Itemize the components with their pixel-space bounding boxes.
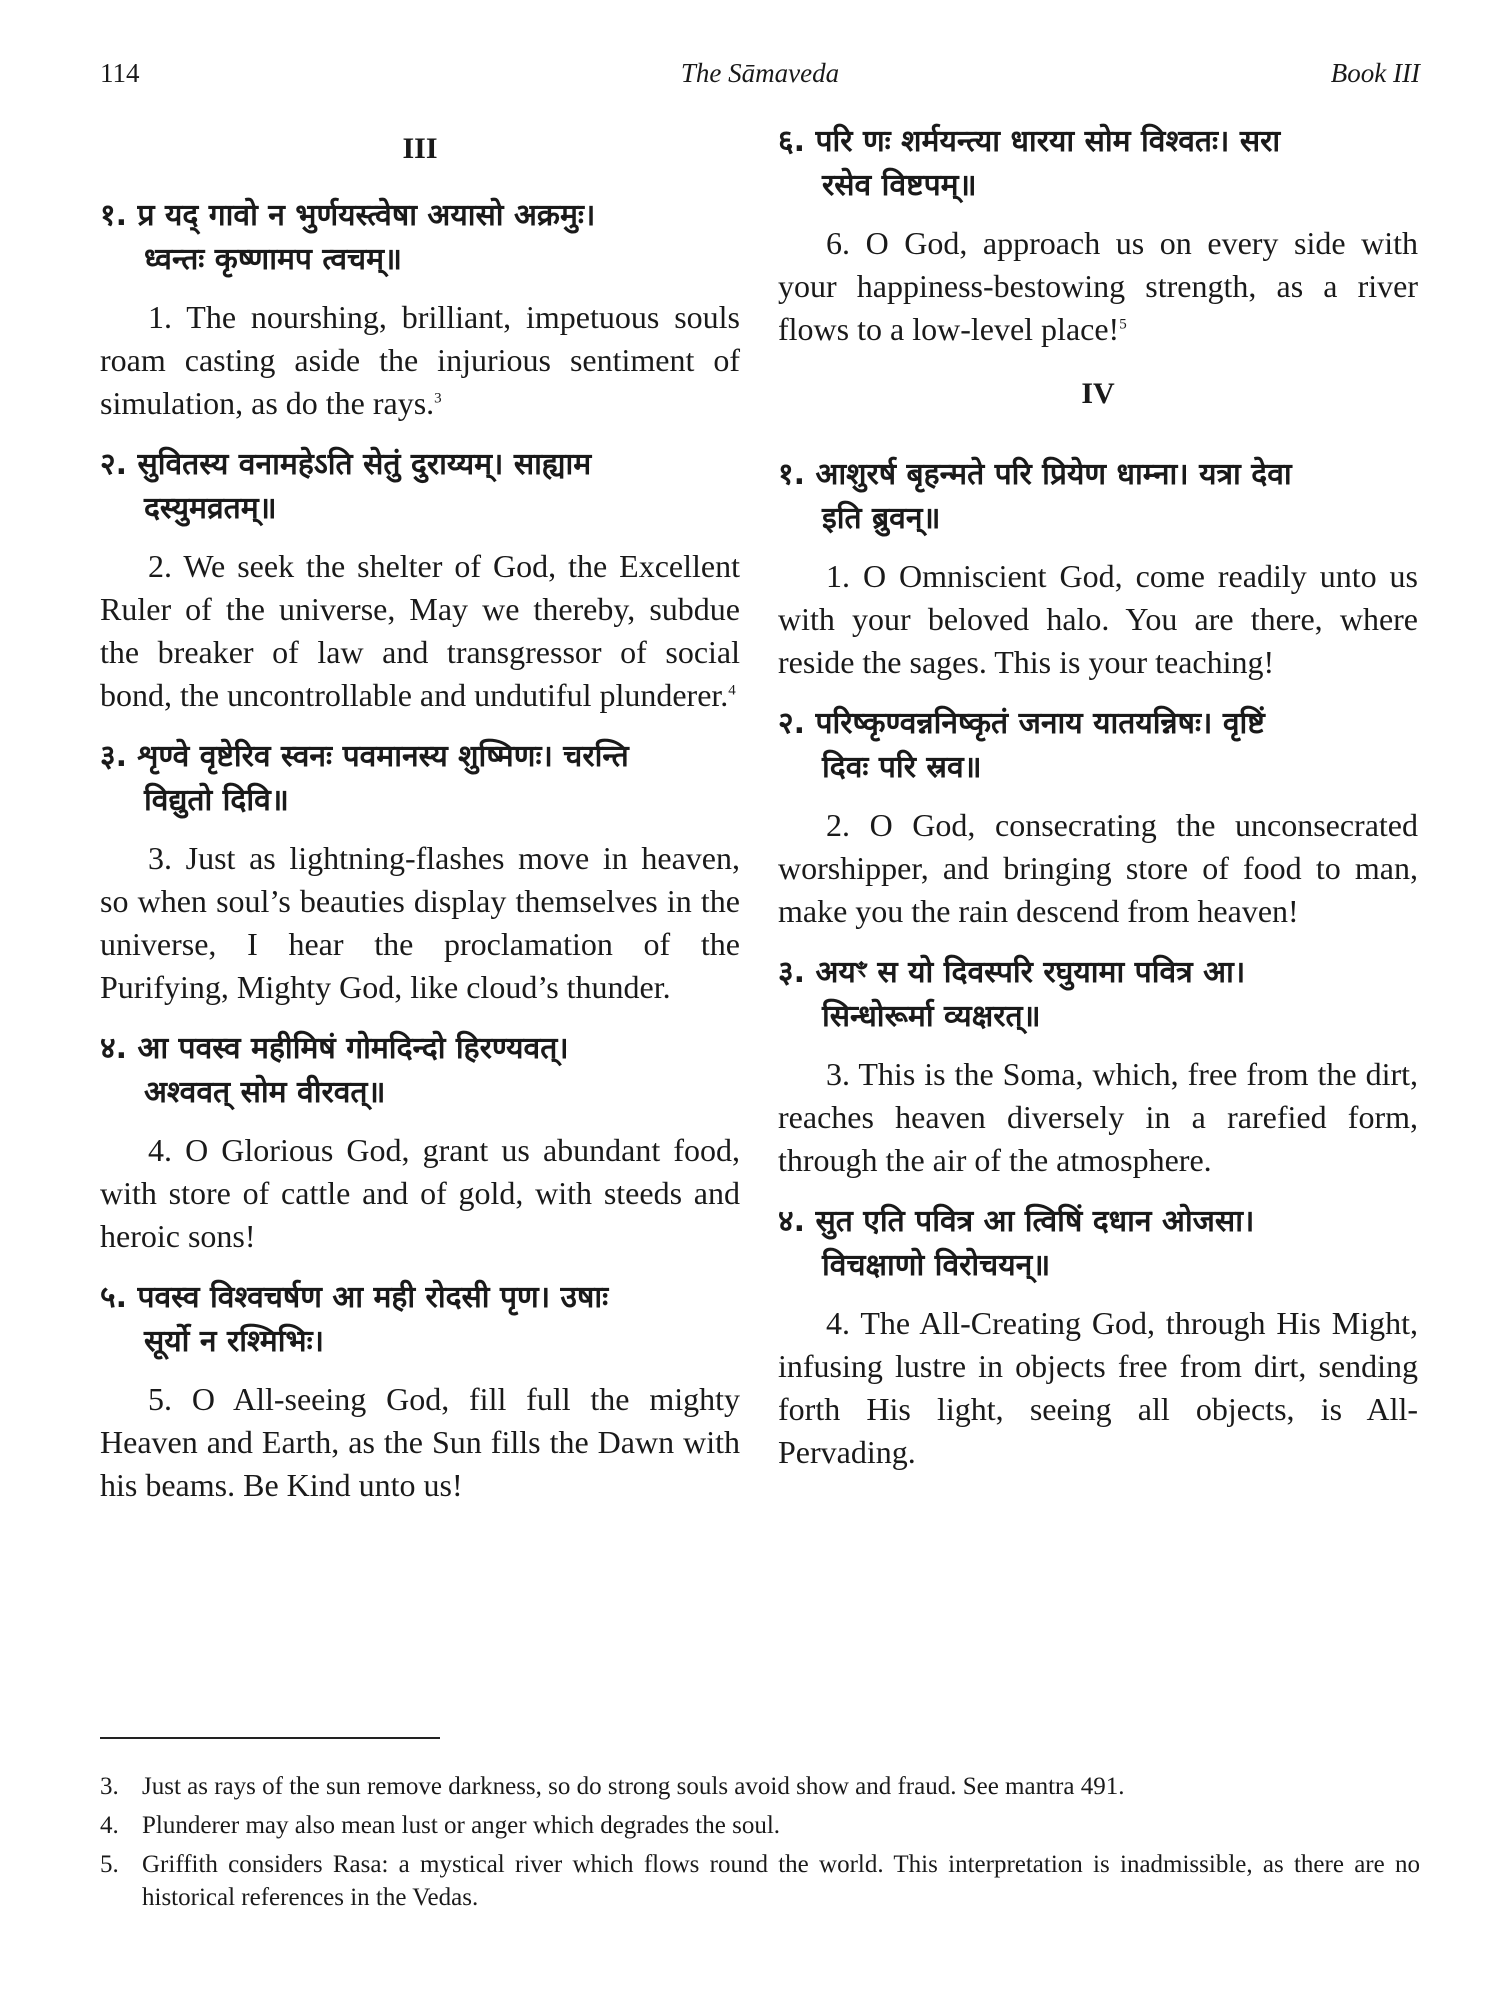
sanskrit-line: ४. सुत एति पवित्र आ त्विषिं दधान ओजसा। bbox=[778, 1204, 1255, 1239]
translation-text: 3. This is the Soma, which, free from the dirt, reaches heaven diversely in a rarefied form, through the air of the atmosphere. bbox=[778, 1056, 1418, 1178]
sanskrit-line: ३. अयꣳ स यो दिवस्परि रघुयामा पवित्र आ। bbox=[778, 955, 1246, 990]
footnote-text: Griffith considers Rasa: a mystical river which flows round the world. This interpretation is inadmissible, as there are no historical references in the Vedas. bbox=[142, 1851, 1420, 1911]
book-label: Book III bbox=[1330, 58, 1420, 88]
sanskrit-line: ४. आ पवस्व महीमिषं गोमदिन्दो हिरण्यवत्। bbox=[100, 1031, 569, 1066]
section-heading-iv: IV bbox=[1081, 377, 1115, 410]
footnote-number: 5. bbox=[100, 1851, 119, 1878]
footnote-3 bbox=[100, 1770, 1420, 1803]
page-number: 114 bbox=[100, 58, 140, 88]
translation-verse-2 bbox=[100, 545, 740, 717]
footnote-ref: 3 bbox=[434, 390, 442, 407]
translation-text: 4. O Glorious God, grant us abundant food, with store of cattle and of gold, with steeds and heroic sons! bbox=[100, 1132, 740, 1254]
sanskrit-line-cont: विद्युतो दिवि॥ bbox=[144, 783, 289, 818]
translation-text: 1. The nourshing, brilliant, impetuous souls roam casting aside the injurious sentiment of simulation, as do the rays. bbox=[100, 299, 740, 421]
sanskrit-verse-5 bbox=[100, 1276, 740, 1364]
translation-text: 1. O Omniscient God, come readily unto us with your beloved halo. You are there, where reside the sages. This is your teaching! bbox=[778, 558, 1418, 680]
sanskrit-verse-3 bbox=[100, 735, 740, 823]
footnote-text: Just as rays of the sun remove darkness, so do strong souls avoid show and fraud. See mantra 491. bbox=[142, 1773, 1125, 1800]
sanskrit-line-cont: दस्युमव्रतम्॥ bbox=[144, 491, 277, 526]
sanskrit-verse-iv-1 bbox=[778, 453, 1418, 541]
footnote-ref: 5 bbox=[1119, 316, 1127, 333]
footnote-divider bbox=[100, 1737, 440, 1739]
sanskrit-line-cont: विचक्षाणो विरोचयन्॥ bbox=[822, 1248, 1051, 1283]
running-title: The Sāmaveda bbox=[680, 58, 840, 88]
translation-verse-iv-3 bbox=[778, 1053, 1418, 1182]
sanskrit-verse-6 bbox=[778, 120, 1418, 208]
sanskrit-line: २. सुवितस्य वनामहेऽति सेतुं दुराय्यम्। साह्याम bbox=[100, 447, 592, 482]
translation-verse-iv-2 bbox=[778, 804, 1418, 933]
left-column bbox=[100, 120, 740, 1507]
sanskrit-line: ६. परि णः शर्मयन्त्या धारया सोम विश्वतः। सरा bbox=[778, 124, 1281, 159]
translation-verse-iv-4 bbox=[778, 1302, 1418, 1474]
translation-verse-3 bbox=[100, 837, 740, 1009]
sanskrit-line: ५. पवस्व विश्वचर्षण आ मही रोदसी पृण। उषाः bbox=[100, 1280, 609, 1315]
translation-text: 5. O All-seeing God, fill full the mighty Heaven and Earth, as the Sun fills the Dawn with his beams. Be Kind unto us! bbox=[100, 1381, 740, 1503]
sanskrit-line-cont: इति ब्रुवन्॥ bbox=[822, 501, 941, 536]
sanskrit-line: २. परिष्कृण्वन्ननिष्कृतं जनाय यातयन्निषः। वृष्टिं bbox=[778, 706, 1265, 741]
footnote-number: 3. bbox=[100, 1773, 119, 1800]
footnote-4 bbox=[100, 1809, 1420, 1842]
translation-verse-5 bbox=[100, 1378, 740, 1507]
sanskrit-line-cont: दिवः परि स्रव॥ bbox=[822, 750, 982, 785]
translation-text: 2. We seek the shelter of God, the Excellent Ruler of the universe, May we thereby, subdue the breaker of law and transgressor of social bond, the uncontrollable and undutiful plunderer. bbox=[100, 548, 740, 713]
translation-text: 3. Just as lightning-flashes move in heaven, so when soul’s beauties display themselves in the universe, I hear the proclamation of the Purifying, Mighty God, like cloud’s thunder. bbox=[100, 840, 740, 1005]
sanskrit-verse-4 bbox=[100, 1027, 740, 1115]
translation-text: 4. The All-Creating God, through His Might, infusing lustre in objects free from dirt, sending forth His light, seeing all objects, is All-Pervading. bbox=[778, 1305, 1418, 1470]
sanskrit-line-cont: सूर्यो न रश्मिभिः। bbox=[144, 1324, 325, 1359]
footnote-text: Plunderer may also mean lust or anger which degrades the soul. bbox=[142, 1812, 781, 1839]
sanskrit-verse-iv-4 bbox=[778, 1200, 1418, 1288]
sanskrit-verse-2 bbox=[100, 443, 740, 531]
translation-verse-iv-1 bbox=[778, 555, 1418, 684]
sanskrit-line-cont: ध्वन्तः कृष्णामप त्वचम्॥ bbox=[144, 242, 402, 277]
sanskrit-line: १. प्र यद् गावो न भुर्णयस्त्वेषा अयासो अक्रमुः। bbox=[100, 198, 596, 233]
translation-verse-1 bbox=[100, 296, 740, 425]
sanskrit-line: १. आशुरर्ष बृहन्मते परि प्रियेण धाम्ना। यत्रा देवा bbox=[778, 457, 1292, 492]
running-header bbox=[100, 58, 1420, 98]
translation-text: 2. O God, consecrating the unconsecrated worshipper, and bringing store of food to man, make you the rain descend from heaven! bbox=[778, 807, 1418, 929]
right-column bbox=[778, 120, 1418, 1474]
footnote-5 bbox=[100, 1848, 1420, 1914]
sanskrit-verse-1 bbox=[100, 194, 740, 282]
section-heading-iii: III bbox=[402, 132, 438, 165]
sanskrit-line-cont: रसेव विष्टपम्॥ bbox=[822, 168, 977, 203]
sanskrit-line-cont: अश्ववत् सोम वीरवत्॥ bbox=[144, 1075, 386, 1110]
sanskrit-verse-iv-2 bbox=[778, 702, 1418, 790]
translation-verse-6 bbox=[778, 222, 1418, 351]
footnote-number: 4. bbox=[100, 1812, 119, 1839]
footnote-ref: 4 bbox=[728, 682, 736, 699]
footnotes bbox=[100, 1770, 1420, 1920]
translation-verse-4 bbox=[100, 1129, 740, 1258]
sanskrit-line: ३. शृण्वे वृष्टेरिव स्वनः पवमानस्य शुष्मिणः। चरन्ति bbox=[100, 739, 629, 774]
sanskrit-line-cont: सिन्धोरूर्मा व्यक्षरत्॥ bbox=[822, 999, 1041, 1034]
sanskrit-verse-iv-3 bbox=[778, 951, 1418, 1039]
translation-text: 6. O God, approach us on every side with your happiness-bestowing strength, as a river flows to a low-level place! bbox=[778, 225, 1418, 347]
